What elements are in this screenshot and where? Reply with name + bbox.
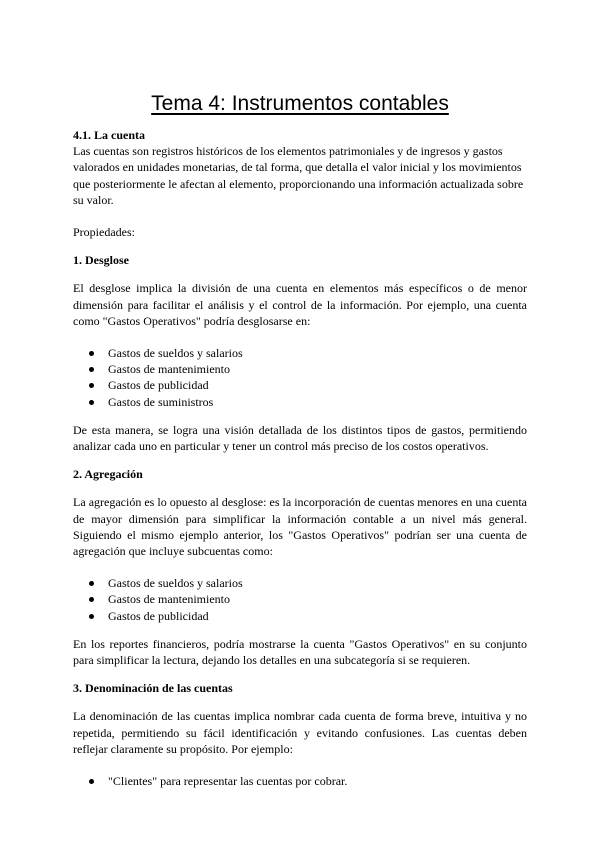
- section-heading-desglose: 1. Desglose: [73, 253, 129, 268]
- list-item: Gastos de sueldos y salarios: [73, 575, 527, 591]
- agregacion-list: [73, 575, 527, 624]
- properties-label: Propiedades:: [73, 225, 135, 240]
- section-paragraph-denominacion: La denominación de las cuentas implica nombrar cada cuenta de forma breve, intuitiva y no repetida, permitiendo su fácil identificación y evitando confusiones. Las cuentas deben reflejar claramente su propósito. Por ejemplo:: [73, 709, 527, 756]
- section-heading-denominacion: 3. Denominación de las cuentas: [73, 681, 233, 696]
- section-heading-la-cuenta: 4.1. La cuenta: [73, 128, 145, 142]
- desglose-closing-paragraph: De esta manera, se logra una visión detallada de los distintos tipos de gastos, permitiendo analizar cada uno en particular y tener un control más preciso de los costos operativos.: [73, 422, 527, 454]
- section-paragraph-desglose: El desglose implica la división de una cuenta en elementos más específicos o de menor dimensión para facilitar el análisis y el control de la información. Por ejemplo, una cuenta como "Gastos Operativos" podría desglosarse en:: [73, 281, 527, 328]
- list-item: Gastos de publicidad: [73, 608, 527, 624]
- denominacion-list: [73, 773, 527, 789]
- list-item: Gastos de suministros: [73, 394, 527, 410]
- list-item: Gastos de mantenimiento: [73, 591, 527, 607]
- section-paragraph-agregacion: La agregación es lo opuesto al desglose: es la incorporación de cuentas menores en una cuenta de mayor dimensión para simplificar la información contable a un nivel más general. Siguiendo el mismo ejemplo anterior, los "Gastos Operativos" podrían ser una cuenta de agregación que incluye subcuentas como:: [73, 495, 527, 559]
- desglose-list: [73, 345, 527, 410]
- list-item: Gastos de mantenimiento: [73, 361, 527, 377]
- document-body: [73, 127, 527, 789]
- list-item: "Clientes" para representar las cuentas por cobrar.: [73, 773, 527, 789]
- agregacion-closing-paragraph: En los reportes financieros, podría mostrarse la cuenta "Gastos Operativos" en su conjunto para simplificar la lectura, dejando los detalles en una subcategoría si se requieren.: [73, 636, 527, 668]
- page-title: Tema 4: Instrumentos contables: [151, 92, 449, 115]
- list-item: Gastos de sueldos y salarios: [73, 345, 527, 361]
- section-paragraph-la-cuenta: Las cuentas son registros históricos de los elementos patrimoniales y de ingresos y gastos valorados en unidades monetarias, de tal forma, que detalla el valor inicial y los movimientos que posteriormente le afectan al elemento, proporcionando una información actualizada sobre su valor.: [73, 144, 524, 207]
- section-heading-agregacion: 2. Agregación: [73, 467, 143, 482]
- list-item: Gastos de publicidad: [73, 377, 527, 393]
